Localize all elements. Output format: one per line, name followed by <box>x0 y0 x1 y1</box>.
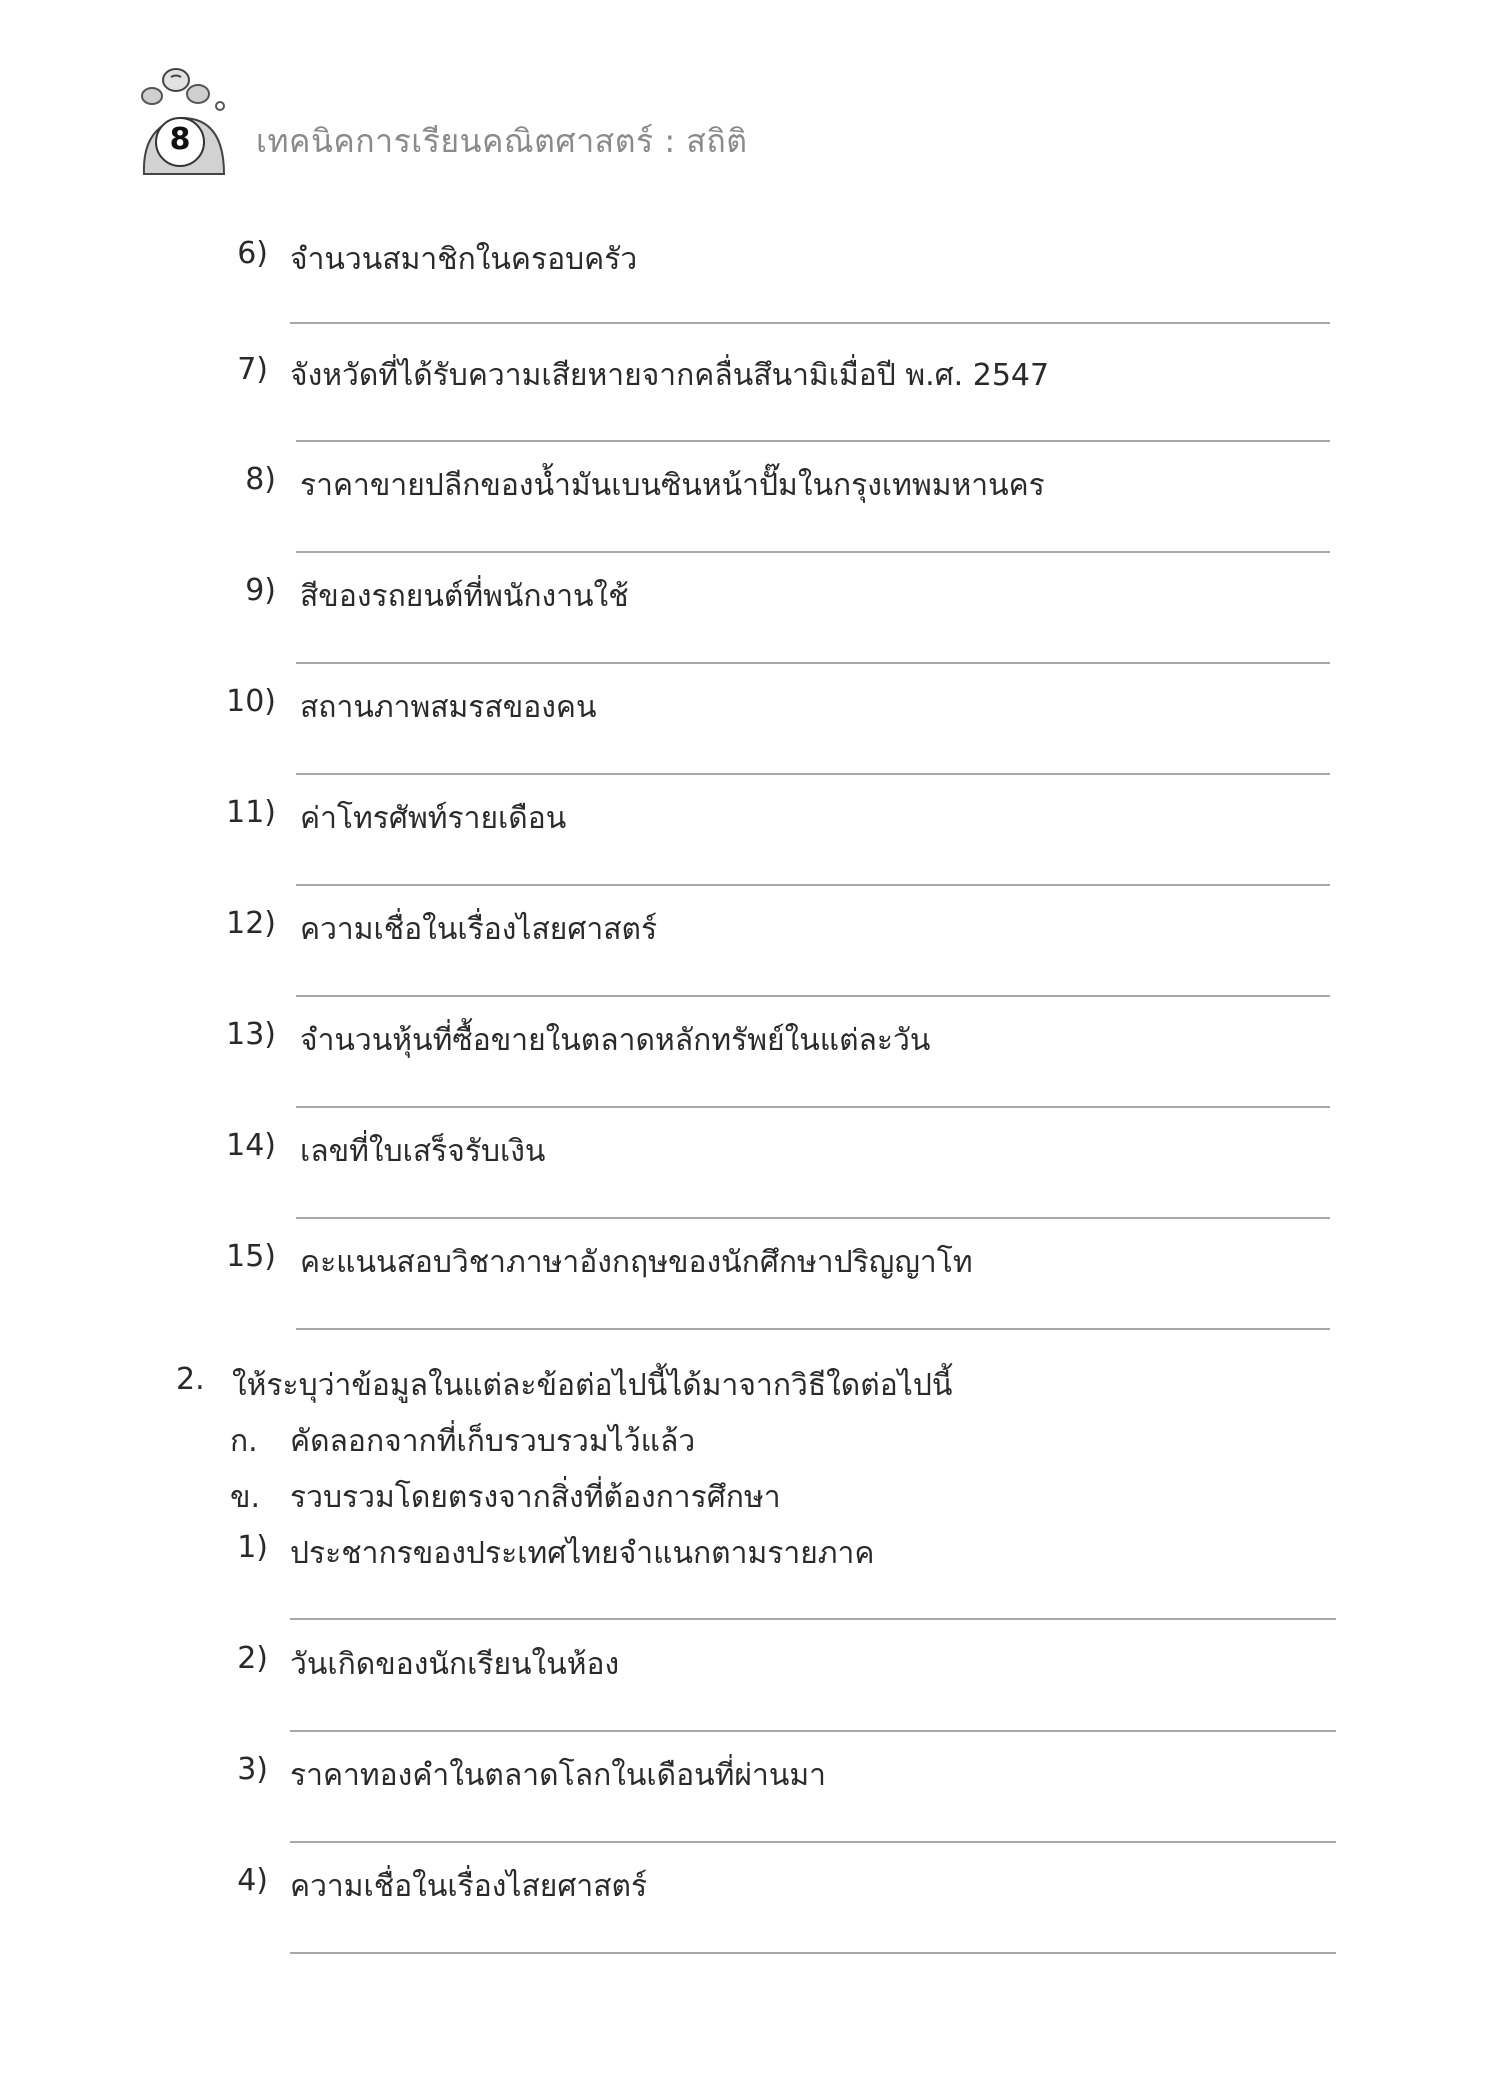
option-label: ข. <box>230 1480 261 1515</box>
answer-line <box>296 551 1330 553</box>
answer-line <box>296 884 1330 886</box>
item-text: วันเกิดของนักเรียนในห้อง <box>290 1647 620 1682</box>
option-text: คัดลอกจากที่เก็บรวบรวมไว้แล้ว <box>290 1424 696 1459</box>
item-number: 3) <box>237 1752 268 1787</box>
answer-line <box>296 1328 1330 1330</box>
item-text: ความเชื่อในเรื่องไสยศาสตร์ <box>290 1869 648 1904</box>
item-text: ราคาขายปลีกของน้ำมันเบนซินหน้าปั๊มในกรุงเทพมหานคร <box>300 468 1045 503</box>
page-header <box>138 66 748 186</box>
item-text: จำนวนหุ้นที่ซื้อขายในตลาดหลักทรัพย์ในแต่ละวัน <box>300 1023 931 1058</box>
item-number: 6) <box>237 236 268 271</box>
answer-line <box>290 322 1330 324</box>
answer-line <box>290 1730 1336 1732</box>
page-number: 8 <box>169 122 191 157</box>
item-text: ราคาทองคำในตลาดโลกในเดือนที่ผ่านมา <box>290 1758 826 1793</box>
item-text: เลขที่ใบเสร็จรับเงิน <box>300 1134 546 1169</box>
item-number: 1) <box>237 1530 268 1565</box>
answer-line <box>290 1952 1336 1954</box>
item-number: 13) <box>226 1017 276 1052</box>
answer-line <box>296 1106 1330 1108</box>
item-number: 9) <box>245 573 276 608</box>
answer-line <box>290 1618 1336 1620</box>
item-text: จำนวนสมาชิกในครอบครัว <box>290 242 638 277</box>
item-text: ความเชื่อในเรื่องไสยศาสตร์ <box>300 912 658 947</box>
item-text: จังหวัดที่ได้รับความเสียหายจากคลื่นสึนามิเมื่อปี พ.ศ. 2547 <box>290 358 1050 393</box>
item-number: 4) <box>237 1863 268 1898</box>
answer-line <box>290 1841 1336 1843</box>
item-number: 10) <box>226 684 276 719</box>
answer-line <box>296 440 1330 442</box>
option-label: ก. <box>230 1424 258 1459</box>
question-instruction: ให้ระบุว่าข้อมูลในแต่ละข้อต่อไปนี้ได้มาจากวิธีใดต่อไปนี้ <box>232 1368 953 1403</box>
answer-line <box>296 662 1330 664</box>
answer-line <box>296 773 1330 775</box>
item-number: 14) <box>226 1128 276 1163</box>
item-number: 15) <box>226 1239 276 1274</box>
answer-line <box>296 995 1330 997</box>
question-number: 2. <box>176 1362 205 1397</box>
item-text: คะแนนสอบวิชาภาษาอังกฤษของนักศึกษาปริญญาโท <box>300 1245 973 1280</box>
item-text: สีของรถยนต์ที่พนักงานใช้ <box>300 579 629 614</box>
option-text: รวบรวมโดยตรงจากสิ่งที่ต้องการศึกษา <box>290 1480 781 1515</box>
item-text: สถานภาพสมรสของคน <box>300 690 597 725</box>
item-number: 12) <box>226 906 276 941</box>
item-number: 8) <box>245 462 276 497</box>
item-number: 2) <box>237 1641 268 1676</box>
item-number: 11) <box>226 795 276 830</box>
answer-line <box>296 1217 1330 1219</box>
item-text: ค่าโทรศัพท์รายเดือน <box>300 801 567 836</box>
item-text: ประชากรของประเทศไทยจำแนกตามรายภาค <box>290 1536 875 1571</box>
header-title: เทคนิคการเรียนคณิตศาสตร์ : สถิติ <box>256 122 748 160</box>
item-number: 7) <box>237 352 268 387</box>
